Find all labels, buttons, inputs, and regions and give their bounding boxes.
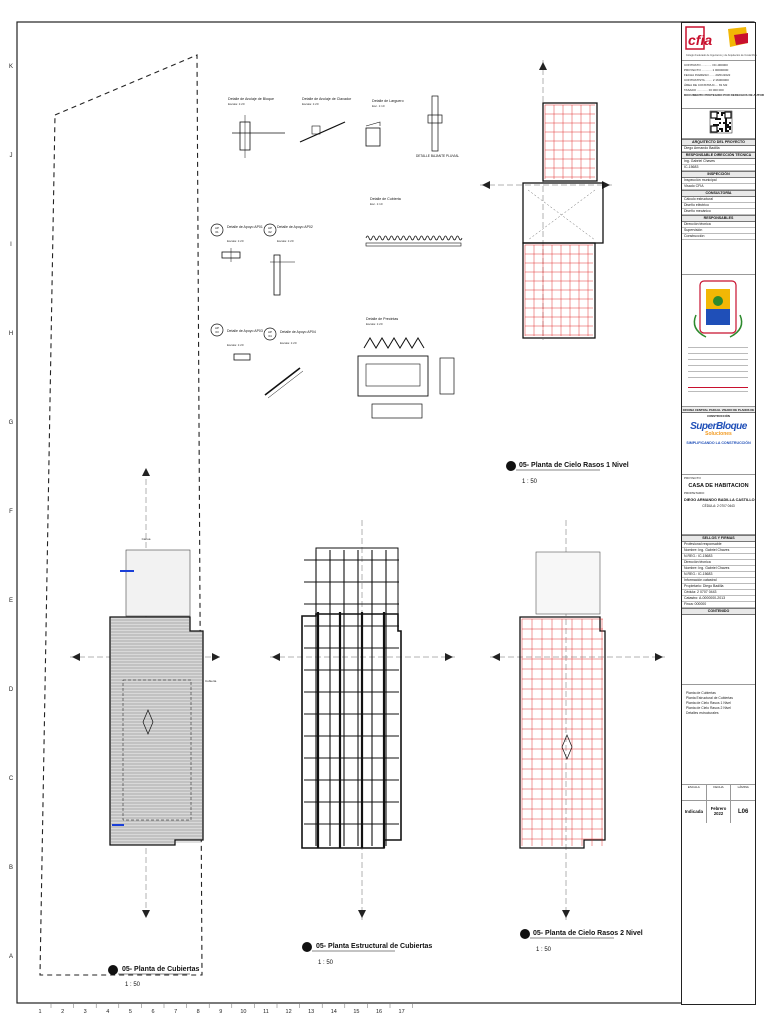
grid-row-label: B bbox=[8, 865, 14, 871]
grid-col-label: 8 bbox=[196, 1009, 200, 1015]
detail-apoyo1-title: Detalle de Apoyo AP01 bbox=[227, 225, 263, 229]
grid-col-label: 9 bbox=[219, 1009, 223, 1015]
ceiling-1-scale: 1 : 50 bbox=[522, 479, 538, 485]
detail-apoyo3-title: Detalle de Apoyo AP03 bbox=[227, 329, 263, 333]
grid-col-label: 4 bbox=[106, 1009, 110, 1015]
sheet-frame bbox=[17, 22, 764, 1003]
blue-marker bbox=[112, 824, 124, 826]
svg-text:Escala: 1:20: Escala: 1:20 bbox=[277, 239, 294, 243]
sheet-info-labels: ESCALA FECHA LÁMINA bbox=[682, 785, 755, 801]
grid-col-label: 14 bbox=[330, 1009, 337, 1015]
stamp-note: DOCUMENTO PROTEGIDO POR DERECHOS DE AUTOR bbox=[684, 93, 764, 97]
svg-text:Escala: 1:20: Escala: 1:20 bbox=[302, 102, 319, 106]
svg-text:AP: AP bbox=[267, 330, 273, 334]
responsibles-table: SELLOS Y FIRMAS Profesional responsable Nombre: Ing. Gabriel Chaves N.REG.: IC-15683 Dirección técnica Nombre: Ing. Gabriel Chaves N.REG.: IC-15683 Información catastral Propietario: Diego Badilla Cédula: 2 0707 0443 Catastro: A-0000000-2013 Finca: 000000 CONTENIDO bbox=[682, 535, 755, 685]
detail-precintas-title: Detalle de Precintas bbox=[366, 317, 399, 321]
cfia-wordmark: cfia bbox=[688, 32, 713, 48]
project-info: PROYECTO CASA DE HABITACION PROPIETARIO DIEGO ARMANDO BADILLA CASTILLO CÉDULA: 2 0707 0443 bbox=[682, 475, 755, 535]
ceiling-plan-level-2-view bbox=[490, 520, 665, 920]
ceiling-1-title bbox=[506, 461, 629, 485]
structural-roof-plan-view bbox=[270, 520, 455, 920]
purlin-grid bbox=[304, 550, 399, 848]
sheet-content-item: Planta de Cubiertas bbox=[686, 691, 716, 695]
cfia-subtitle: Colegio Federado de Ingenieros y de Arquitectos de Costa Rica bbox=[686, 54, 757, 57]
grid-col-label: 11 bbox=[263, 1009, 269, 1015]
detail-ejecucion-title: Detalle de Anclaje de Clavador bbox=[302, 97, 352, 101]
sheet-content-item: Planta de Cielo Rasos 1 Nivel bbox=[686, 701, 731, 705]
roof-plan-scale: 1 : 50 bbox=[125, 982, 141, 988]
structural-plan-scale: 1 : 50 bbox=[318, 960, 334, 966]
corrugated-sheet bbox=[366, 236, 462, 240]
grid-row-label: H bbox=[8, 331, 14, 337]
grid-col-label: 7 bbox=[174, 1009, 178, 1015]
detail-cubierta-title: Detalle de Cubierta bbox=[370, 197, 401, 201]
owner-id: CÉDULA: 2 0707 0443 bbox=[702, 504, 735, 508]
sheet-content-item: Detalles estructurales bbox=[686, 711, 719, 715]
svg-text:AP: AP bbox=[214, 226, 220, 230]
sheet-info-values bbox=[682, 801, 755, 823]
project-name: CASA DE HABITACION bbox=[688, 483, 749, 489]
grid-col-label: 15 bbox=[353, 1009, 360, 1015]
svg-text:Esc. 1:10: Esc. 1:10 bbox=[370, 202, 383, 206]
svg-text:Escala: 1:20: Escala: 1:20 bbox=[227, 343, 244, 347]
brand-tagline: SIMPLIFICANDO LA CONSTRUCCIÓN bbox=[686, 441, 751, 445]
municipal-seal bbox=[682, 275, 755, 407]
grid-reference-labels bbox=[9, 64, 413, 1015]
grid-row-label: E bbox=[8, 598, 14, 604]
grid-col-label: 13 bbox=[308, 1009, 315, 1015]
svg-text:03: 03 bbox=[215, 330, 219, 334]
owner-name: DIEGO ARMANDO BADILLA CASTILLO bbox=[684, 498, 755, 502]
ceiling-grid-level-1 bbox=[525, 105, 595, 336]
svg-text:Escala: 1:20: Escala: 1:20 bbox=[227, 239, 244, 243]
svg-text:Canoa: Canoa bbox=[141, 537, 151, 541]
sheet-content-item: Planta de Cielo Rasos 2 Nivel bbox=[686, 706, 731, 710]
qr-code bbox=[682, 109, 755, 139]
sheet-contents bbox=[682, 685, 755, 785]
grid-row-label: D bbox=[8, 687, 14, 693]
svg-text:02: 02 bbox=[268, 230, 272, 234]
svg-text:Cubierta: Cubierta bbox=[205, 679, 217, 683]
ceiling-1-title-text: 05- Planta de Cielo Rasos 1 Nivel bbox=[519, 462, 629, 469]
grid-col-label: 5 bbox=[128, 1009, 132, 1015]
grid-row-label: C bbox=[8, 776, 14, 782]
scale-value: Indicada bbox=[682, 801, 707, 823]
sheet-content-item: Planta Estructural de Cubiertas bbox=[686, 696, 733, 700]
ceiling-plan-level-1-view bbox=[480, 60, 612, 340]
brand-sub: Soluciones bbox=[705, 431, 732, 437]
grid-col-label: 16 bbox=[375, 1009, 383, 1015]
details-area bbox=[211, 96, 462, 418]
registration-data: CONTRATO ............ OC-000000 PROYECTO ............ 1 00000000 FECHA INGRESO ...... 20/01/2022 CONTRATISTA ........ 2 16000000 ÁREA DE CONSTRUC.... 81 M2 TASADO ............. ¢0 000 000 DOCUMENTO PROTEGIDO POR DERECHOS DE AUTOR bbox=[682, 61, 755, 109]
grid-row-label: A bbox=[8, 954, 14, 960]
municipal-header: OFICINA CENTRAL PARA EL VISADO DE PLANOS DE CONSTRUCCIÓN bbox=[682, 408, 755, 418]
roof-upper-area bbox=[126, 550, 190, 616]
grid-col-label: 12 bbox=[285, 1009, 292, 1015]
detail-apoyo2-title: Detalle de Apoyo AP02 bbox=[277, 225, 313, 229]
grid-row-label: G bbox=[8, 420, 14, 426]
svg-text:AP: AP bbox=[214, 326, 220, 330]
date-value: Febrero 2022 bbox=[707, 801, 732, 823]
grid-col-label: 6 bbox=[151, 1009, 155, 1015]
ceiling-2-scale: 1 : 50 bbox=[536, 947, 552, 953]
detail-larguero-title: Detalle de Larguero bbox=[372, 99, 404, 103]
detail-flashing-title: DETALLE BAJANTE PLUVIAL bbox=[416, 154, 460, 158]
grid-row-label: J bbox=[9, 153, 13, 159]
svg-text:Esc. 1:10: Esc. 1:10 bbox=[372, 104, 385, 108]
roof-plan-title bbox=[108, 965, 200, 988]
superbloque-logo bbox=[682, 413, 755, 475]
structural-plan-title-text: 05- Planta Estructural de Cubiertas bbox=[316, 943, 433, 950]
svg-text:Escala: 1:20: Escala: 1:20 bbox=[280, 341, 297, 345]
grid-col-label: 2 bbox=[61, 1009, 65, 1015]
ceiling-grid-level-2 bbox=[522, 619, 603, 846]
svg-text:04: 04 bbox=[268, 334, 272, 338]
blue-marker bbox=[120, 570, 134, 572]
grid-col-label: 3 bbox=[83, 1009, 87, 1015]
grid-row-label: F bbox=[9, 509, 13, 515]
ceiling-2-title bbox=[520, 929, 643, 953]
professionals-table: ARQUITECTO DEL PROYECTO Diego Armando Badilla RESPONSABLE DIRECCIÓN TÉCNICA Ing. Gabriel Chaves IC-15683 INSPECCIÓN Inspección municipal Visado CFIA CONSULTORÍA Cálculo estructural Diseño eléctrico Diseño mecánico RESPONSABLES Dirección técnica Supervisión Construcción bbox=[682, 139, 755, 275]
detail-apoyo4-title: Detalle de Apoyo AP04 bbox=[280, 330, 316, 334]
grid-col-label: 10 bbox=[240, 1009, 247, 1015]
svg-text:Escala: 1:20: Escala: 1:20 bbox=[228, 102, 245, 106]
svg-text:AP: AP bbox=[267, 226, 273, 230]
ceiling-2-title-text: 05- Planta de Cielo Rasos 2 Nivel bbox=[533, 930, 643, 937]
structural-plan-title bbox=[302, 942, 432, 966]
detail-bloque-title: Detalle de Anclaje de Bloque bbox=[228, 97, 274, 101]
grid-col-label: 1 bbox=[38, 1009, 42, 1015]
title-block bbox=[681, 22, 764, 1005]
grid-row-label: I bbox=[10, 242, 12, 248]
sheet-number: L06 bbox=[738, 809, 749, 815]
roof-plan-title-text: 05- Planta de Cubiertas bbox=[122, 966, 200, 973]
svg-text:Escala: 1:20: Escala: 1:20 bbox=[366, 322, 383, 326]
brand-name: SuperBloque bbox=[690, 421, 747, 432]
grid-row-label: K bbox=[8, 64, 14, 70]
svg-text:01: 01 bbox=[215, 230, 219, 234]
cfia-logo bbox=[682, 23, 755, 61]
grid-col-label: 17 bbox=[398, 1009, 405, 1015]
